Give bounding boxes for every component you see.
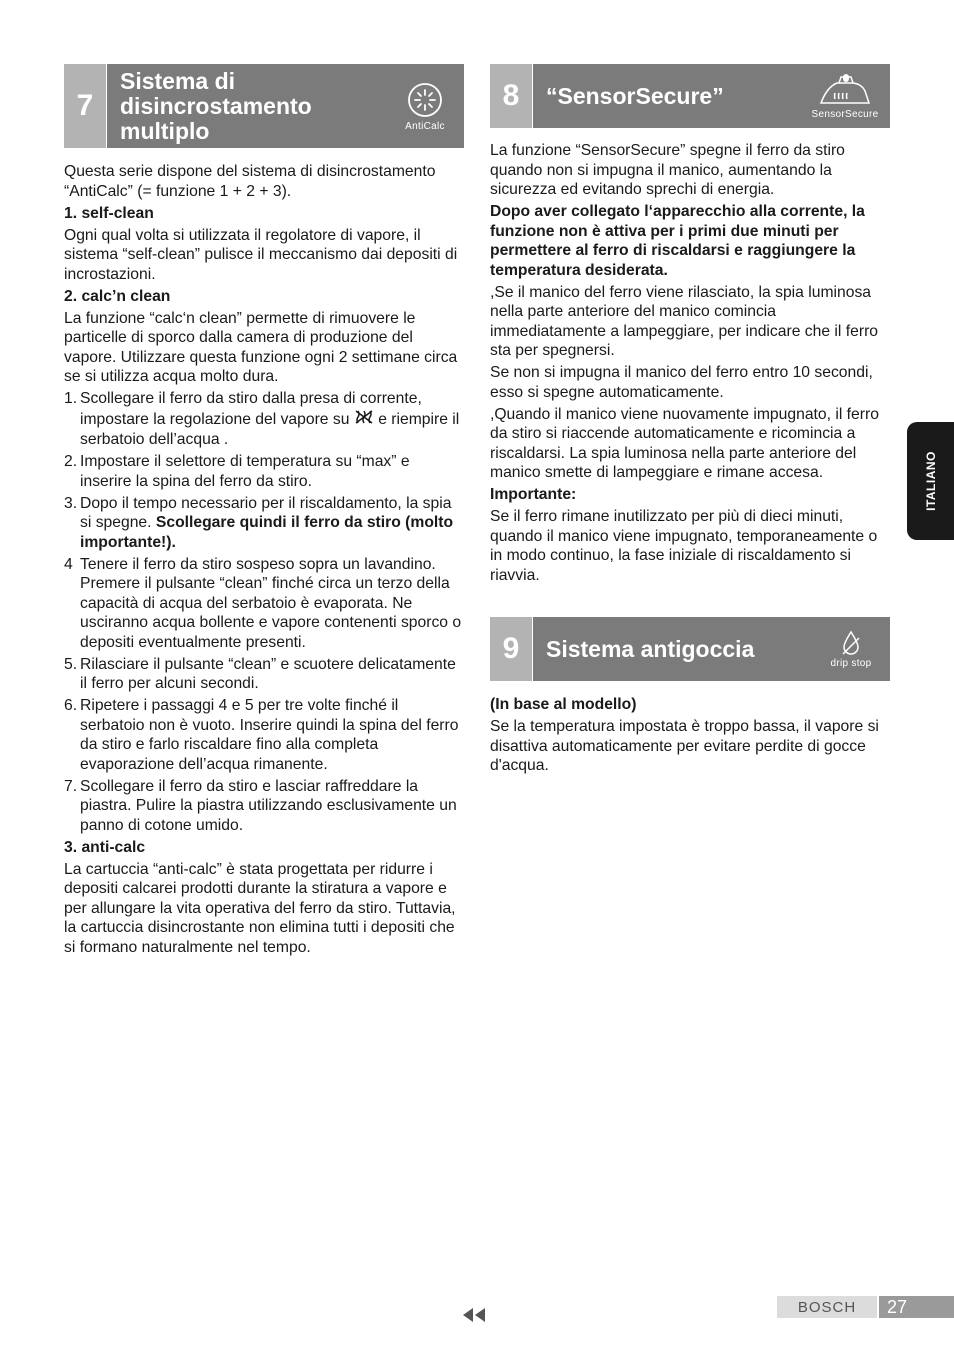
anti-calc-text: La cartuccia “anti-calc” è stata progettata per ridurre i depositi calcarei prodotti durante la stiratura a vapore e per allungare la vita operativa del ferro da stiro. Tuttavia, la cartuccia disincrostante non elimina tutti i depositi che si formano naturalmente nel tempo. — [64, 860, 456, 956]
list-text: Tenere il ferro da stiro sospeso sopra un lavandino. Premere il pulsante “clean” finché circa un terzo della capacità di acqua del serbatoio è evaporata. Ne usciranno acqua bollente e vapore contenenti sporco o depositi eventualmente presenti. — [80, 555, 462, 651]
list-number: 3. — [64, 494, 78, 512]
list-text: Ripetere i passaggi 4 e 5 per tre volte finché il serbatoio non è vuoto. Inserire quindi la spina del ferro da stiro e farlo riscaldare fino alla completa evaporazione dell’acqua rimanente. — [80, 697, 459, 773]
list-text: Rilasciare il pulsante “clean” e scuotere delicatamente il ferro per alcuni secondi. — [80, 655, 456, 692]
list-item — [64, 494, 464, 553]
important-text: Se il ferro rimane inutilizzato per più di dieci minuti, quando il manico viene impugnato, temporaneamente o in modo continuo, la fase iniziale di riscaldamento si riavvia. — [490, 508, 878, 584]
list-number: 1. — [64, 390, 78, 407]
sensorsecure-text: ,Quando il manico viene nuovamente impugnato, il ferro da stiro si riaccende automaticamente e ricomincia a riscaldarsi. La spia luminosa nella parte anteriore del manico smette di lampeggiare e rimane accesa. — [490, 405, 879, 481]
list-item — [64, 555, 464, 653]
list-item — [64, 655, 464, 694]
list-text: Scollegare il ferro da stiro e lasciar raffreddare la piastra. Pulire la piastra utilizzando esclusivamente un panno di cotone umido. — [80, 777, 457, 834]
subheading-self-clean: 1. self-clean — [64, 204, 154, 222]
list-number: 7. — [64, 777, 78, 795]
sensorsecure-label: SensorSecure — [811, 108, 879, 120]
section-8-body — [490, 141, 890, 585]
section-8 — [490, 64, 890, 778]
list-item — [64, 452, 464, 491]
section-9-header — [490, 617, 890, 681]
anticalc-icon — [386, 64, 464, 148]
section-8-number: 8 — [490, 64, 533, 128]
anticalc-label: AntiCalc — [405, 120, 445, 132]
section-7-title: Sistema di disincrostamento multiplo — [120, 67, 312, 144]
sensorsecure-text: La funzione “SensorSecure” spegne il ferro da stiro quando non si impugna il manico, aumentando la sicurezza ed evitando sprechi di energia. — [490, 142, 845, 198]
section-7-body — [64, 162, 464, 957]
list-item — [64, 777, 464, 836]
footer-brand: BOSCH — [777, 1296, 877, 1318]
sensorsecure-text: Se non si impugna il manico del ferro entro 10 secondi, esso si spegne automaticamente. — [490, 364, 873, 401]
list-item — [64, 389, 464, 450]
section-9-number: 9 — [490, 617, 533, 681]
list-text-after: e riempire il serbatoio dell’acqua . — [80, 410, 460, 448]
list-text: Dopo il tempo necessario per il riscaldamento, la spia si spegne. — [80, 494, 452, 531]
back-arrows-icon[interactable] — [463, 1308, 485, 1322]
language-tab-label: ITALIANO — [923, 451, 938, 511]
section-7-header — [64, 64, 464, 148]
sensorsecure-bold-text: Dopo aver collegato l‘apparecchio alla corrente, la funzione non è attiva per i primi due minuti per permettere al ferro di riscaldarsi e raggiungere la temperatura desiderata. — [490, 203, 865, 279]
steam-off-icon — [354, 409, 374, 431]
list-number: 6. — [64, 697, 78, 714]
section-8-header — [490, 64, 890, 128]
list-text: Impostare il selettore di temperatura su “max” e inserire la spina del ferro da stiro. — [80, 453, 410, 490]
list-text-bold: Scollegare quindi il ferro da stiro (molto importante!). — [80, 514, 454, 551]
section-7-number: 7 — [64, 64, 107, 148]
arrow-left-icon — [475, 1308, 485, 1322]
subheading-important: Importante: — [490, 486, 577, 503]
intro-text: Questa serie dispone del sistema di disincrostamento “AntiCalc” (= funzione 1 + 2 + 3). — [64, 163, 436, 200]
subheading-model: (In base al modello) — [490, 696, 637, 713]
section-7 — [64, 64, 464, 960]
self-clean-text: Ogni qual volta si utilizzata il regolatore di vapore, il sistema “self-clean” pulisce il meccanismo dai depositi di incrostazioni. — [64, 226, 458, 283]
list-number: 5. — [64, 655, 78, 673]
sensorsecure-icon — [800, 64, 890, 128]
language-tab — [907, 422, 954, 540]
section-8-title: “SensorSecure” — [546, 82, 724, 109]
section-9-body — [490, 695, 890, 776]
section-9-title: Sistema antigoccia — [546, 635, 755, 662]
drip-stop-label: drip stop — [830, 657, 872, 669]
drip-stop-icon — [812, 617, 890, 681]
list-text: Scollegare il ferro da stiro dalla presa di corrente, impostare la regolazione del vapore su — [80, 390, 422, 428]
drip-stop-text: Se la temperatura impostata è troppo bassa, il vapore si disattiva automaticamente per evitare perdite di gocce d'acqua. — [490, 718, 879, 774]
subheading-anti-calc: 3. anti-calc — [64, 838, 146, 856]
list-item — [64, 696, 464, 774]
list-number: 2. — [64, 453, 78, 470]
arrow-left-icon — [463, 1308, 473, 1322]
subheading-calc-n-clean: 2. calc’n clean — [64, 287, 171, 305]
sensorsecure-text: ,Se il manico del ferro viene rilasciato, la spia luminosa nella parte anteriore del manico comincia immediatamente a lampeggiare, per indicare che il ferro sta per spegnersi. — [490, 283, 879, 359]
calc-n-clean-text: La funzione “calc‘n clean” permette di rimuovere le particelle di sporco dalla camera di produzione del vapore. Utilizzare questa funzione ogni 2 settimane circa se si utilizza acqua molto dura. — [64, 309, 458, 385]
list-number: 4 — [64, 555, 73, 573]
page-number: 27 — [879, 1296, 954, 1318]
